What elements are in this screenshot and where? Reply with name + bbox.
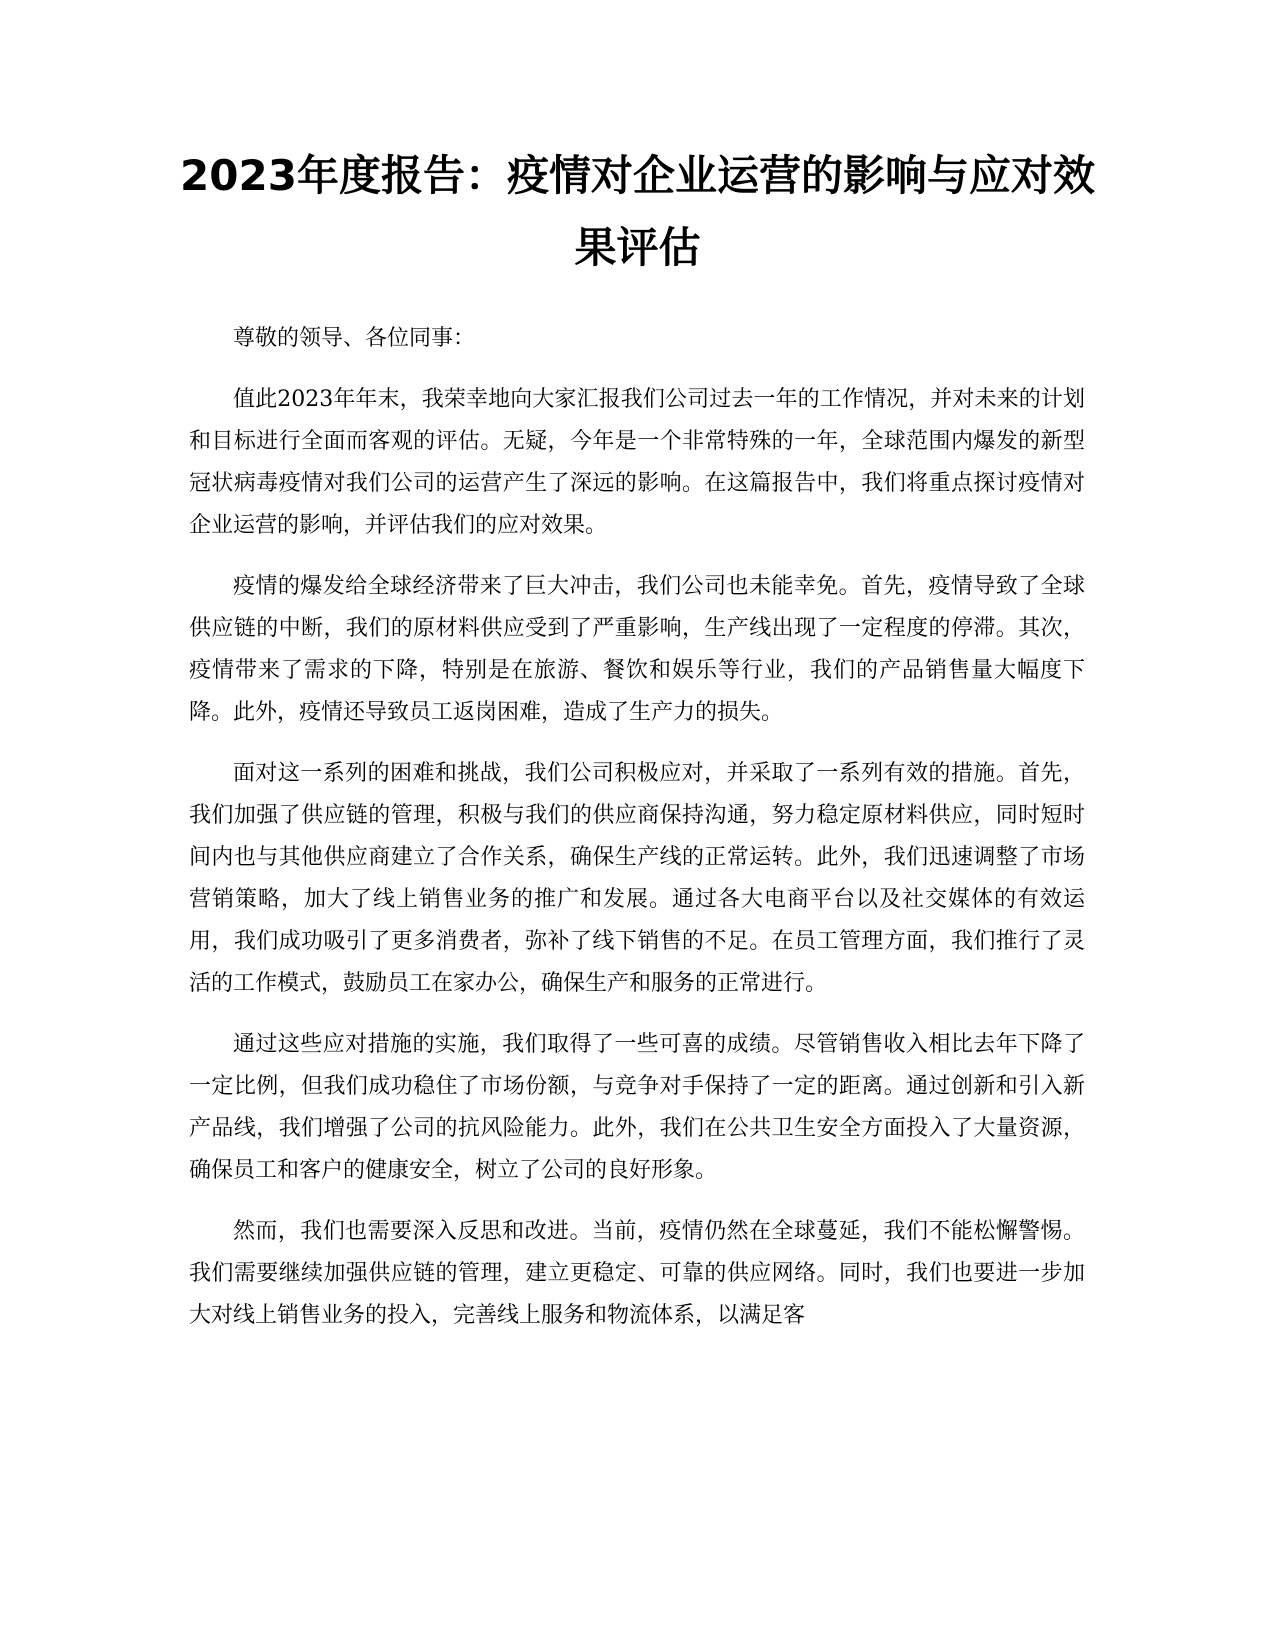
document-title: 2023年度报告：疫情对企业运营的影响与应对效果评估 (180, 151, 1095, 272)
paragraph-measures: 面对这一系列的困难和挑战，我们公司积极应对，并采取了一系列有效的措施。首先，我们加强了供应链的管理，积极与我们的供应商保持沟通，努力稳定原材料供应，同时短时间内也与其他供应商建立了合作关系，确保生产线的正常运转。此外，我们迅速调整了市场营销策略，加大了线上销售业务的推广和发展。通过各大电商平台以及社交媒体的有效运用，我们成功吸引了更多消费者，弥补了线下销售的不足。在员工管理方面，我们推行了灵活的工作模式，鼓励员工在家办公，确保生产和服务的正常进行。 (189, 761, 1085, 996)
paragraph-reflection: 然而，我们也需要深入反思和改进。当前，疫情仍然在全球蔓延，我们不能松懈警惕。我们需要继续加强供应链的管理，建立更稳定、可靠的供应网络。同时，我们也要进一步加大对线上销售业务的投入，完善线上服务和物流体系，以满足客 (189, 1219, 1085, 1328)
paragraph-salutation: 尊敬的领导、各位同事： (233, 326, 476, 351)
paragraph-impact: 疫情的爆发给全球经济带来了巨大冲击，我们公司也未能幸免。首先，疫情导致了全球供应链的中断，我们的原材料供应受到了严重影响，生产线出现了一定程度的停滞。其次，疫情带来了需求的下降，特别是在旅游、餐饮和娱乐等行业，我们的产品销售量大幅度下降。此外，疫情还导致员工返岗困难，造成了生产力的损失。 (189, 574, 1085, 725)
paragraph-intro: 值此2023年年末，我荣幸地向大家汇报我们公司过去一年的工作情况，并对未来的计划和目标进行全面而客观的评估。无疑，今年是一个非常特殊的一年，全球范围内爆发的新型冠状病毒疫情对我们公司的运营产生了深远的影响。在这篇报告中，我们将重点探讨疫情对企业运营的影响，并评估我们的应对效果。 (189, 387, 1085, 538)
document-body (189, 318, 1085, 1356)
paragraph-results: 通过这些应对措施的实施，我们取得了一些可喜的成绩。尽管销售收入相比去年下降了一定比例，但我们成功稳住了市场份额，与竞争对手保持了一定的距离。通过创新和引入新产品线，我们增强了公司的抗风险能力。此外，我们在公共卫生安全方面投入了大量资源，确保员工和客户的健康安全，树立了公司的良好形象。 (189, 1032, 1085, 1183)
